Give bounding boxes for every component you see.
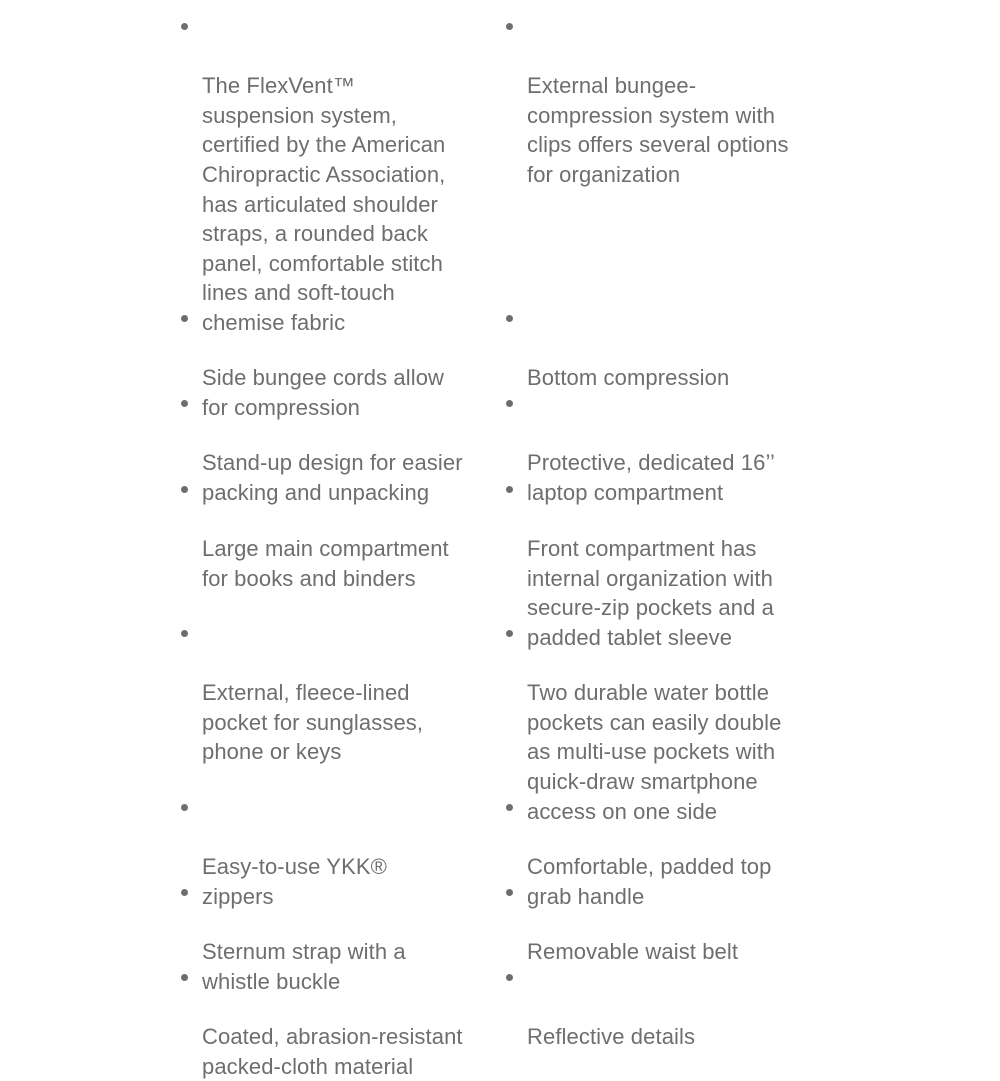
feature-item: [527, 12, 807, 190]
bullet-icon: [181, 889, 188, 896]
bullet-icon: [506, 974, 513, 981]
feature-text: Front compartment has internal organization with secure-zip pockets and a padded tablet sleeve: [527, 536, 774, 650]
feature-item: [202, 12, 472, 338]
feature-item: [527, 963, 807, 1052]
bullet-icon: [181, 486, 188, 493]
feature-text: Comfortable, padded top grab handle: [527, 854, 772, 909]
feature-item: [202, 963, 472, 1081]
bullet-icon: [506, 315, 513, 322]
feature-item: [202, 475, 472, 593]
bullet-icon: [506, 630, 513, 637]
feature-text: Stand-up design for easier packing and unpacking: [202, 450, 463, 505]
bullet-icon: [181, 400, 188, 407]
feature-text: Bottom compression: [527, 365, 730, 391]
feature-text: Reflective details: [527, 1024, 696, 1050]
feature-text: The FlexVent™ suspension system, certified by the American Chiropractic Association, has articulated shoulder straps, a rounded back panel, comfortable stitch lines and soft-touch chemise fabric: [202, 73, 446, 335]
bullet-icon: [506, 804, 513, 811]
feature-text: External bungee- compression system with clips offers several options for organization: [527, 73, 789, 187]
bullet-icon: [506, 23, 513, 30]
bullet-icon: [181, 23, 188, 30]
feature-item: [527, 304, 807, 393]
feature-text: Coated, abrasion-resistant packed-cloth material: [202, 1024, 463, 1079]
feature-text: Two durable water bottle pockets can easily double as multi-use pockets with quick-draw smartphone access on one side: [527, 680, 782, 824]
bullet-icon: [181, 804, 188, 811]
feature-text: Side bungee cords allow for compression: [202, 365, 445, 420]
bullet-icon: [181, 315, 188, 322]
feature-text: Protective, dedicated 16’’ laptop compartment: [527, 450, 776, 505]
bullet-icon: [506, 400, 513, 407]
bullet-icon: [506, 889, 513, 896]
feature-text: Large main compartment for books and binders: [202, 536, 449, 591]
feature-text: Easy-to-use YKK® zippers: [202, 854, 387, 909]
feature-item: [527, 878, 807, 967]
bullet-icon: [506, 486, 513, 493]
feature-text: External, fleece-lined pocket for sunglasses, phone or keys: [202, 680, 424, 765]
feature-item: [202, 619, 472, 767]
feature-text: Removable waist belt: [527, 939, 739, 965]
bullet-icon: [181, 974, 188, 981]
feature-text: Sternum strap with a whistle buckle: [202, 939, 406, 994]
bullet-icon: [181, 630, 188, 637]
